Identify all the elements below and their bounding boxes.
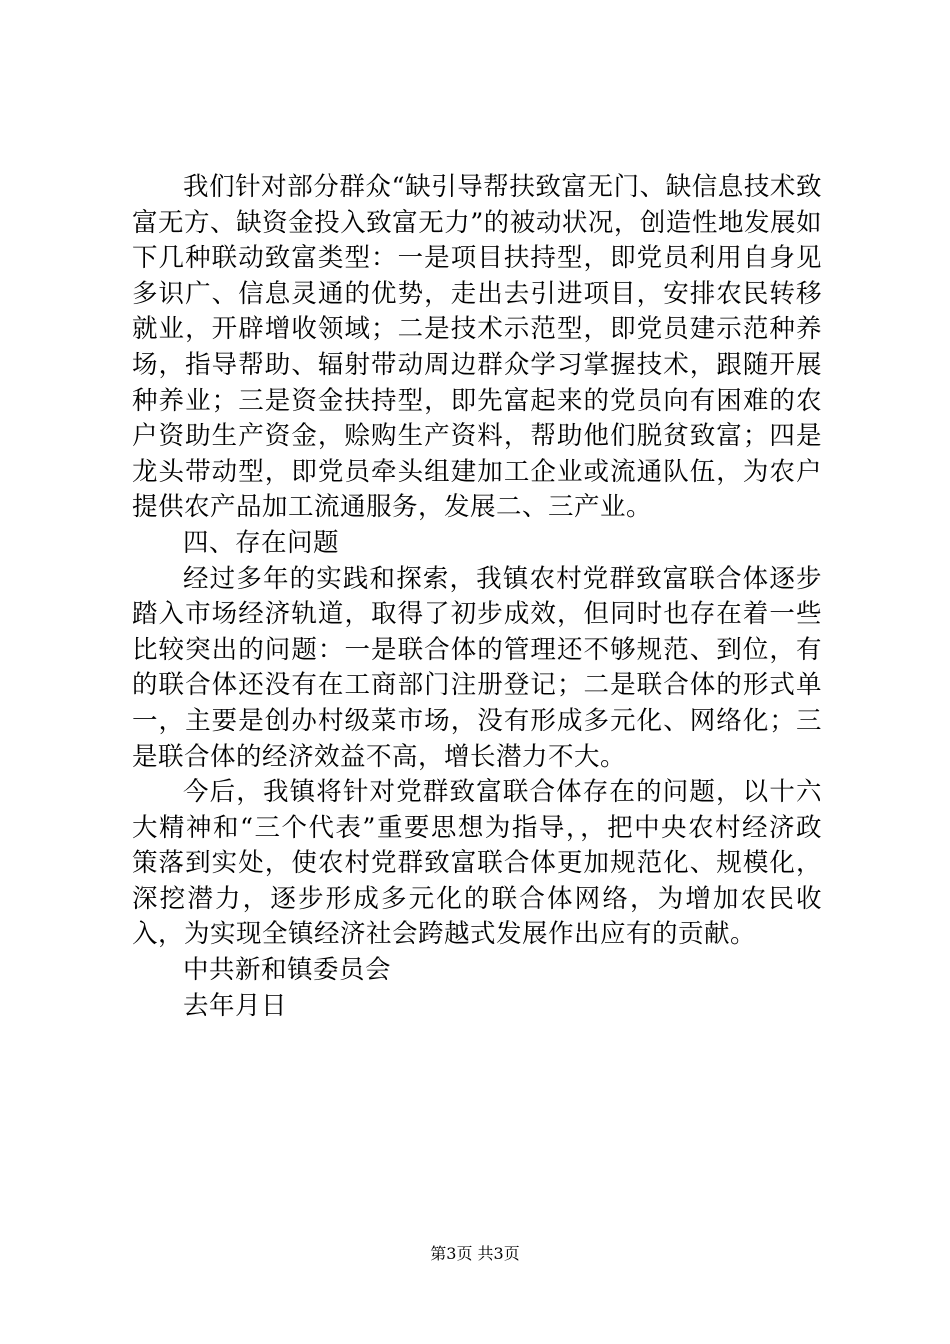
paragraph-linkage-types: 我们针对部分群众“缺引导帮扶致富无门、缺信息技术致富无方、缺资金投入致富无力”的被动状况，创造性地发展如下几种联动致富类型：一是项目扶持型，即党员利用自身见多识广、信息灵通的优势，走出去引进项目，安排农民转移就业，开辟增收领域；二是技术示范型，即党员建示范种养场，指导帮助、辐射带动周边群众学习掌握技术，跟随开展种养业；三是资金扶持型，即先富起来的党员向有困难的农户资助生产资金，赊购生产资料，帮助他们脱贫致富；四是龙头带动型，即党员牵头组建加工企业或流通队伍，为农户提供农产品加工流通服务，发展二、三产业。 xyxy=(132,172,822,523)
signature-organization: 中共新和镇委员会 xyxy=(183,955,392,986)
paragraph-problems: 经过多年的实践和探索，我镇农村党群致富联合体逐步踏入市场经济轨道，取得了初步成效，但同时也存在着一些比较突出的问题：一是联合体的管理还不够规范、到位，有的联合体还没有在工商部门注册登记；二是联合体的形式单一，主要是创办村级菜市场，没有形成多元化、网络化；三是联合体的经济效益不高，增长潜力不大。 xyxy=(132,563,822,772)
document-body xyxy=(132,170,822,1024)
page-footer xyxy=(0,1244,950,1264)
section-heading-problems: 四、存在问题 xyxy=(183,527,340,558)
page-number-label: 第3页 共3页 xyxy=(430,1244,520,1263)
signature-date: 去年月日 xyxy=(183,990,288,1021)
paragraph-future-plan: 今后，我镇将针对党群致富联合体存在的问题，以十六大精神和“三个代表”重要思想为指导，，把中央农村经济政策落到实处，使农村党群致富联合体更加规范化、规模化，深挖潜力，逐步形成多元化的联合体网络，为增加农民收入，为实现全镇经济社会跨越式发展作出应有的贡献。 xyxy=(132,777,822,950)
